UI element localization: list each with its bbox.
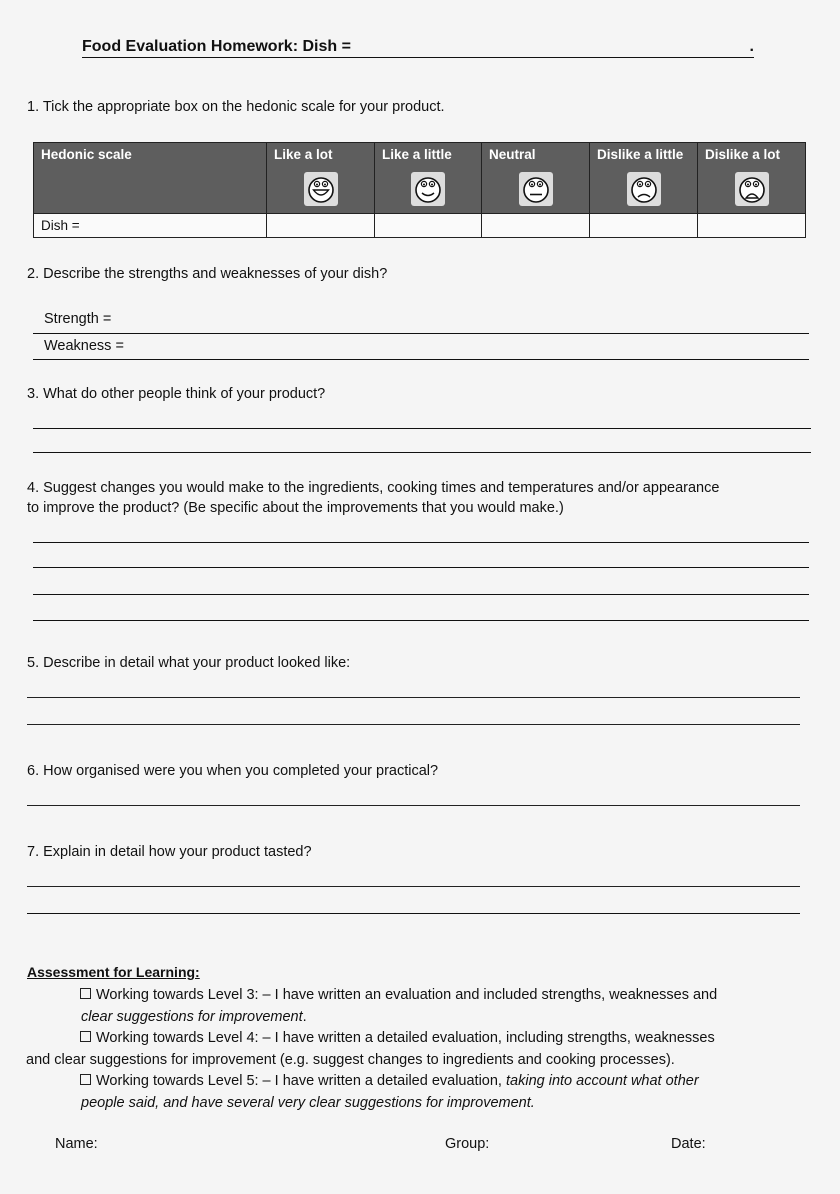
tick-box-like-a-little[interactable] (375, 214, 482, 238)
assessment-title: Assessment for Learning: (27, 964, 200, 980)
name-label: Name: (55, 1136, 98, 1152)
dish-label-cell: Dish = (34, 214, 267, 238)
answer-line[interactable] (27, 805, 800, 806)
weakness-label: Weakness = (44, 338, 124, 354)
title-blank-end: . (749, 38, 754, 55)
answer-line[interactable] (27, 724, 800, 725)
question-4-line-2: to improve the product? (Be specific about the improvements that you would make.) (27, 500, 564, 516)
group-label: Group: (445, 1136, 490, 1152)
strength-answer-line[interactable] (33, 333, 809, 334)
tick-box-dislike-a-little[interactable] (590, 214, 698, 238)
page-title-text: Food Evaluation Homework: Dish = (82, 38, 351, 55)
level-4-checkbox[interactable] (80, 1031, 91, 1042)
neutral-face-icon (519, 172, 553, 206)
weakness-answer-line[interactable] (33, 359, 809, 360)
hedonic-header-cell: Hedonic scale (34, 143, 267, 214)
column-like-a-lot: Like a lot (267, 143, 375, 214)
assessment-criteria: Working towards Level 3: – I have written an evaluation and included strengths, weaknesses and clear suggestions for improvement. Working towards Level 4: – I have written a detailed evaluation, including strengths, weaknesses and clear suggestions for improvement (e.g. suggest changes to ingredients and cooking processes). Working towards Level 5: – I have written a detailed evaluation, taking into account what other people said, and have several very clear suggestions for improvement. (81, 985, 801, 1114)
question-4-line-1: 4. Suggest changes you would make to the ingredients, cooking times and temperatures and/or appearance (27, 480, 720, 496)
answer-line[interactable] (33, 594, 809, 595)
hedonic-scale-table (33, 142, 806, 238)
level-3-checkbox[interactable] (80, 988, 91, 999)
question-7: 7. Explain in detail how your product tasted? (27, 844, 312, 860)
answer-line[interactable] (27, 697, 800, 698)
page-title (82, 38, 754, 58)
question-5: 5. Describe in detail what your product looked like: (27, 655, 351, 671)
question-1: 1. Tick the appropriate box on the hedonic scale for your product. (27, 99, 445, 115)
answer-line[interactable] (27, 913, 800, 914)
frown-face-icon (627, 172, 661, 206)
tick-box-dislike-a-lot[interactable] (698, 214, 806, 238)
strength-label: Strength = (44, 311, 112, 327)
question-3: 3. What do other people think of your product? (27, 386, 326, 402)
level-3-criterion: Working towards Level 3: – I have written an evaluation and included strengths, weaknesses and (80, 985, 801, 1007)
answer-line[interactable] (33, 428, 811, 429)
column-dislike-a-lot: Dislike a lot (698, 143, 806, 214)
answer-line[interactable] (33, 567, 809, 568)
question-2: 2. Describe the strengths and weaknesses of your dish? (27, 266, 388, 282)
tick-box-neutral[interactable] (482, 214, 590, 238)
big-smile-face-icon (304, 172, 338, 206)
question-6: 6. How organised were you when you completed your practical? (27, 763, 439, 779)
date-label: Date: (671, 1136, 706, 1152)
column-neutral: Neutral (482, 143, 590, 214)
level-4-criterion: Working towards Level 4: – I have written a detailed evaluation, including strengths, weaknesses (80, 1028, 801, 1050)
level-5-criterion: Working towards Level 5: – I have written a detailed evaluation, taking into account what other (80, 1071, 801, 1093)
hedonic-header-row (34, 143, 806, 214)
level-5-checkbox[interactable] (80, 1074, 91, 1085)
tick-box-like-a-lot[interactable] (267, 214, 375, 238)
column-dislike-a-little: Dislike a little (590, 143, 698, 214)
column-like-a-little: Like a little (375, 143, 482, 214)
answer-line[interactable] (33, 542, 809, 543)
answer-line[interactable] (33, 452, 811, 453)
smile-face-icon (411, 172, 445, 206)
answer-line[interactable] (27, 886, 800, 887)
answer-line[interactable] (33, 620, 809, 621)
dish-row (34, 214, 806, 238)
sad-face-icon (735, 172, 769, 206)
